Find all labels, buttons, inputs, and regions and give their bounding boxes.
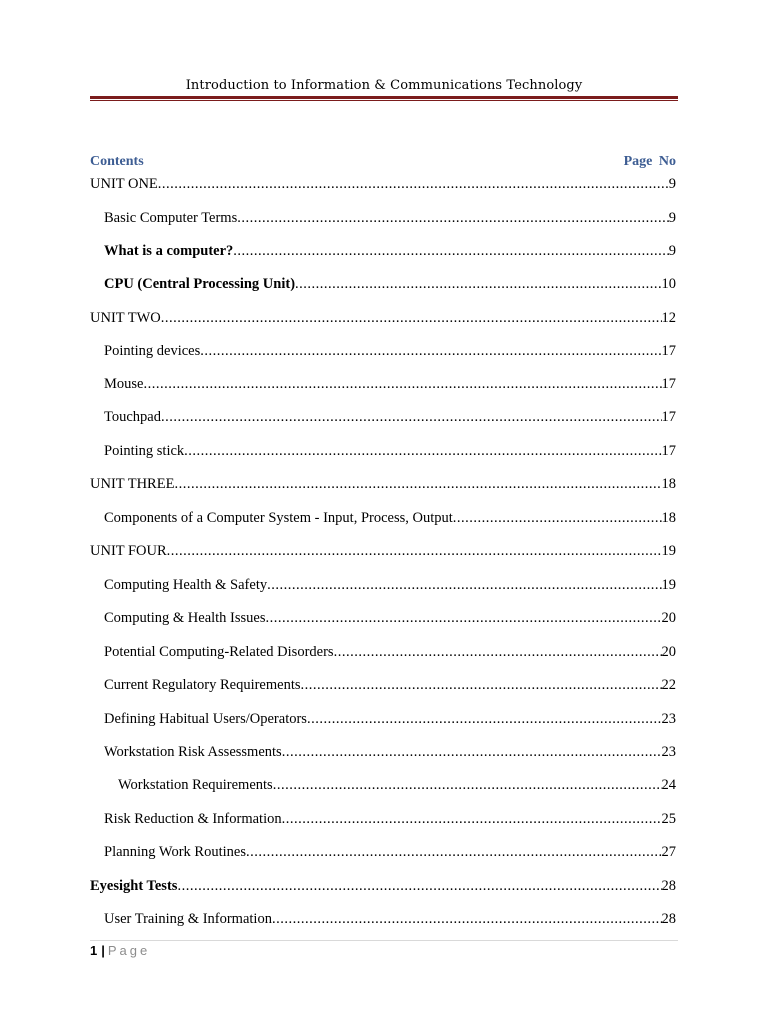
toc-entry-page: 20 [661, 610, 676, 626]
toc-entry-page: 17 [661, 376, 676, 392]
toc-entry-page: 10 [661, 276, 676, 292]
dot-leader [167, 543, 662, 560]
dot-leader [267, 577, 661, 594]
toc-entry-page: 9 [668, 176, 676, 192]
footer-page-word: Page [107, 943, 151, 958]
toc-entry-label: Workstation Risk Assessments [104, 744, 282, 760]
dot-leader [307, 711, 662, 728]
dot-leader [282, 811, 662, 828]
dot-leader [266, 610, 662, 627]
toc-entry[interactable] [104, 443, 676, 465]
toc-entry-page: 23 [661, 711, 676, 727]
toc-entry-label: Planning Work Routines [104, 844, 246, 860]
toc-entry-label: Eyesight Tests [90, 878, 178, 894]
dot-leader [301, 677, 662, 694]
toc-entry[interactable] [104, 811, 676, 833]
toc-entry[interactable] [90, 543, 676, 565]
toc-entry[interactable] [90, 310, 676, 332]
running-header: Introduction to Information & Communications Technology [185, 78, 583, 93]
toc-entry-label: Pointing stick [104, 443, 185, 459]
toc-entry-label: CPU (Central Processing Unit) [104, 276, 296, 292]
dot-leader [184, 443, 661, 460]
header-rule [90, 96, 678, 99]
toc-heading: Contents [90, 154, 144, 169]
toc-entry[interactable] [104, 711, 676, 733]
toc-entry[interactable] [104, 210, 676, 232]
toc-entry-page: 9 [668, 243, 676, 259]
toc-entry-label: UNIT TWO [90, 310, 161, 326]
toc-entry-page: 17 [661, 409, 676, 425]
toc-entry-label: UNIT ONE [90, 176, 158, 192]
toc-entry-page: 19 [661, 577, 676, 593]
dot-leader [233, 243, 668, 260]
dot-leader [237, 210, 669, 227]
header-rule-thin [90, 100, 678, 101]
toc-entry-label: Workstation Requirements [118, 777, 273, 793]
toc-entry[interactable] [104, 510, 676, 532]
dot-leader [177, 878, 661, 895]
dot-leader [272, 911, 662, 928]
toc-entry-page: 23 [661, 744, 676, 760]
toc-entry-page: 12 [661, 310, 676, 326]
dot-leader [295, 276, 661, 293]
toc-heading-row [90, 154, 676, 170]
dot-leader [334, 644, 662, 661]
dot-leader [200, 343, 661, 360]
toc-entry-page: 22 [661, 677, 676, 693]
dot-leader [246, 844, 662, 861]
toc-entry-label: What is a computer? [104, 243, 234, 259]
dot-leader [273, 777, 662, 794]
toc-entry-label: Potential Computing-Related Disorders [104, 644, 334, 660]
toc-entry[interactable] [90, 176, 676, 198]
toc-entry[interactable] [90, 878, 676, 900]
footer-separator: | [101, 943, 105, 958]
toc-entry[interactable] [104, 276, 676, 298]
toc-entry[interactable] [104, 644, 676, 666]
toc-entry-label: Basic Computer Terms [104, 210, 238, 226]
toc-entry-label: Touchpad [104, 409, 161, 425]
dot-leader [161, 409, 662, 426]
toc-entry-label: Pointing devices [104, 343, 201, 359]
toc-entry-label: Defining Habitual Users/Operators [104, 711, 307, 727]
toc-entry-page: 19 [661, 543, 676, 559]
dot-leader [453, 510, 662, 527]
dot-leader [161, 310, 662, 327]
toc-entry-label: Computing Health & Safety [104, 577, 268, 593]
toc-entry[interactable] [104, 343, 676, 365]
toc-entry-page: 17 [661, 343, 676, 359]
dot-leader [143, 376, 661, 393]
dot-leader [282, 744, 662, 761]
toc-entry-page: 28 [661, 911, 676, 927]
toc-entry-page: 20 [661, 644, 676, 660]
dot-leader [174, 476, 661, 493]
toc-entry[interactable] [104, 376, 676, 398]
toc-entry-label: UNIT FOUR [90, 543, 167, 559]
toc-entry-label: UNIT THREE [90, 476, 175, 492]
toc-entry-page: 17 [661, 443, 676, 459]
toc-entry-page: 28 [661, 878, 676, 894]
toc-entry-page: 18 [661, 510, 676, 526]
dot-leader [158, 176, 669, 193]
toc-entry-label: Components of a Computer System - Input, Process, Output [104, 510, 453, 526]
toc-entry[interactable] [118, 777, 676, 799]
page-footer [90, 943, 150, 958]
toc-entry[interactable] [104, 577, 676, 599]
toc-entry-page: 9 [668, 210, 676, 226]
toc-entry-label: Current Regulatory Requirements [104, 677, 301, 693]
footer-rule [90, 940, 678, 941]
toc-entry-label: User Training & Information [104, 911, 272, 927]
toc-entry-page: 18 [661, 476, 676, 492]
toc-entry[interactable] [104, 610, 676, 632]
toc-entry-page: 27 [661, 844, 676, 860]
toc-entry[interactable] [104, 677, 676, 699]
toc-entry[interactable] [104, 744, 676, 766]
toc-entry[interactable] [104, 844, 676, 866]
toc-entry-label: Risk Reduction & Information [104, 811, 282, 827]
toc-entry[interactable] [104, 911, 676, 933]
toc-entry-page: 24 [661, 777, 676, 793]
toc-entry-label: Mouse [104, 376, 144, 392]
toc-entry[interactable] [90, 476, 676, 498]
page-number-heading: Page No [623, 154, 676, 169]
toc-entry-label: Computing & Health Issues [104, 610, 266, 626]
toc-entry[interactable] [104, 409, 676, 431]
toc-entry[interactable] [104, 243, 676, 265]
toc-entry-page: 25 [661, 811, 676, 827]
footer-page-number: 1 [90, 943, 98, 958]
